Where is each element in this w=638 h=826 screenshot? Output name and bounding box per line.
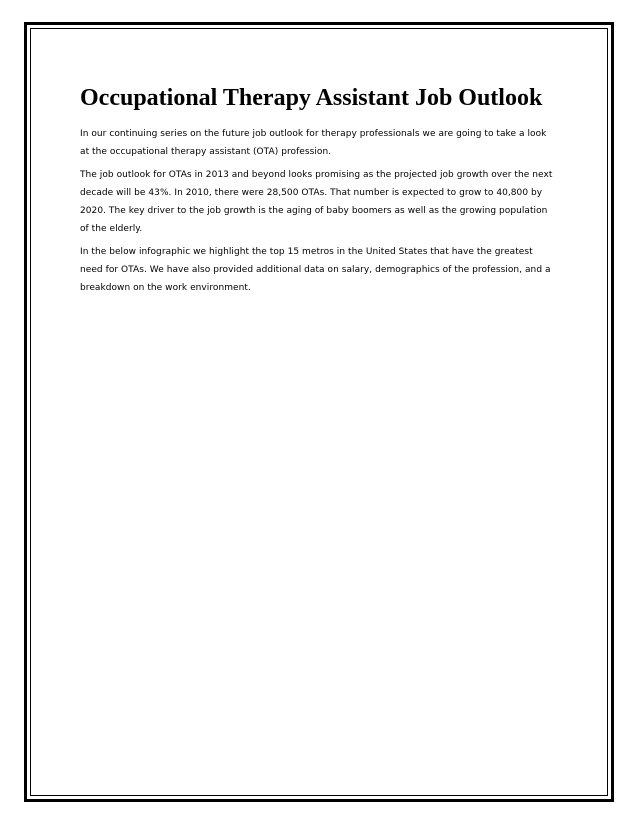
paragraph-intro: In our continuing series on the future job outlook for therapy professionals we are going to take a look at the occupational therapy assistant (OTA) profession. bbox=[80, 129, 547, 157]
paragraph-job-outlook: The job outlook for OTAs in 2013 and beyond looks promising as the projected job growth over the next decade will be 43%. In 2010, there were 28,500 OTAs. That number is expected to grow to 40,800 by 2020. The key driver to the job growth is the aging of baby boomers as well as the growing population of the elderly. bbox=[80, 170, 553, 234]
document-body bbox=[80, 84, 558, 302]
paragraph-infographic: In the below infographic we highlight the top 15 metros in the United States that have the greatest need for OTAs. We have also provided additional data on salary, demographics of the profession, and a breakdown on the work environment. bbox=[80, 247, 551, 293]
document-title: Occupational Therapy Assistant Job Outlook bbox=[80, 85, 543, 111]
